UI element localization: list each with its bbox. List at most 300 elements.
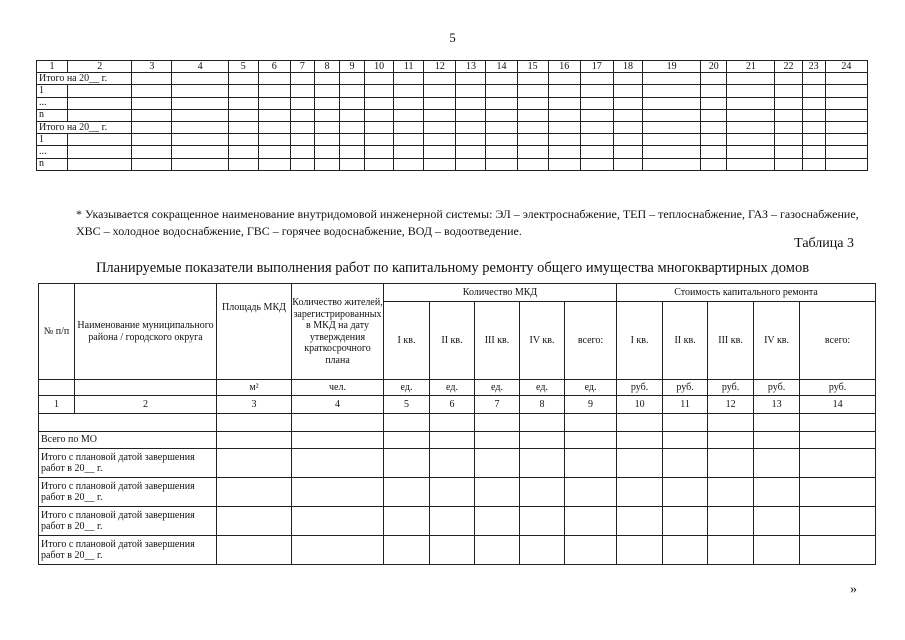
table3-cell: [708, 478, 754, 507]
table1-cell: [613, 73, 642, 85]
column-number: 13: [754, 396, 800, 414]
table3-cell: [708, 414, 754, 432]
table3-cell: [708, 432, 754, 449]
table1-cell: [228, 109, 258, 121]
table1-cell: [727, 121, 775, 133]
table1-column-number: 7: [290, 61, 314, 73]
table1-cell: [456, 97, 486, 109]
table1-column-number: 3: [132, 61, 172, 73]
unit-cell: ед.: [520, 380, 565, 396]
table1-cell: [290, 85, 314, 97]
table1-cell: [68, 85, 132, 97]
table1-cell: [802, 85, 825, 97]
cost-quarter-header: всего:: [800, 302, 876, 380]
table3-cell: [565, 507, 617, 536]
table1-column-number: 20: [701, 61, 727, 73]
mkd-count-quarter-header: IV кв.: [520, 302, 565, 380]
cost-quarter-header: IV кв.: [754, 302, 800, 380]
table3-cell: [617, 507, 663, 536]
table1-cell: [456, 158, 486, 170]
table1-cell: [258, 97, 290, 109]
table1-cell: [775, 134, 802, 146]
table3-cell: [292, 536, 384, 565]
table3-cell: [430, 536, 475, 565]
table1-cell: [340, 134, 365, 146]
header-cost: Стоимость капитального ремонта: [617, 284, 876, 302]
table1-cell: [548, 158, 580, 170]
mkd-count-quarter-header: всего:: [565, 302, 617, 380]
table1-cell: [172, 109, 228, 121]
table1-cell: [456, 73, 486, 85]
table3-cell: [384, 478, 430, 507]
table1-cell: [802, 134, 825, 146]
table1-cell: [365, 73, 394, 85]
table3-cell: [384, 536, 430, 565]
unit-cell: ед.: [475, 380, 520, 396]
table1-cell: [132, 121, 172, 133]
table3-cell: [520, 507, 565, 536]
table1-cell: [314, 85, 339, 97]
mkd-count-quarter-header: II кв.: [430, 302, 475, 380]
unit-cell: руб.: [800, 380, 876, 396]
table3-cell: [754, 478, 800, 507]
table3-row-label: [39, 414, 217, 432]
table1-column-number: 8: [314, 61, 339, 73]
table1-cell: [132, 109, 172, 121]
table1-cell: [486, 97, 517, 109]
table1-column-number: 18: [613, 61, 642, 73]
unit-cell: руб.: [617, 380, 663, 396]
table3-cell: [565, 432, 617, 449]
table1-cell: [424, 121, 456, 133]
table3-cell: [565, 478, 617, 507]
column-number: 4: [292, 396, 384, 414]
table1-cell: [132, 134, 172, 146]
table3-cell: [800, 432, 876, 449]
table1-cell: [290, 146, 314, 158]
table1-column-number: 22: [775, 61, 802, 73]
table1-cell: [68, 158, 132, 170]
table1-cell: [314, 134, 339, 146]
table1-cell: [802, 146, 825, 158]
table1-cell: [365, 97, 394, 109]
table3-row: [39, 478, 876, 507]
table1-cell: [802, 158, 825, 170]
table1-cell: [517, 73, 548, 85]
table1-cell: [613, 121, 642, 133]
footnote: * Указывается сокращенное наименование внутридомовой инженерной системы: ЭЛ – электроснабжение, ТЕП – теплоснабжение, ГАЗ – газоснабжение, ХВС – холодное водоснабжение, ГВС – горячее водоснабжение, ВОД – водоотведение.: [76, 207, 859, 238]
table1-cell: [228, 85, 258, 97]
table1-cell: [613, 109, 642, 121]
table1-cell: [643, 109, 701, 121]
table1-cell: [258, 85, 290, 97]
table1-cell: [314, 158, 339, 170]
table3-cell: [430, 432, 475, 449]
table3-cell: [430, 449, 475, 478]
table1-column-number: 4: [172, 61, 228, 73]
column-number: 10: [617, 396, 663, 414]
table1-cell: [172, 134, 228, 146]
table3-row-label: Всего по МО: [39, 432, 217, 449]
table1-column-number: 21: [727, 61, 775, 73]
table1-cell: [486, 109, 517, 121]
table1-cell: [517, 109, 548, 121]
table1-cell: [340, 121, 365, 133]
table1-cell: [258, 121, 290, 133]
table3-cell: [384, 414, 430, 432]
column-number: 9: [565, 396, 617, 414]
unit-cell: руб.: [754, 380, 800, 396]
table1-cell: [548, 121, 580, 133]
table1-cell: [775, 146, 802, 158]
table1-cell: [365, 158, 394, 170]
table1-cell: [643, 146, 701, 158]
table1-cell: [580, 73, 613, 85]
table1-cell: [825, 73, 867, 85]
column-number: 8: [520, 396, 565, 414]
table3-row: [39, 507, 876, 536]
table1-cell: [486, 73, 517, 85]
table3-cell: [617, 478, 663, 507]
header-area: Площадь МКД: [217, 284, 292, 380]
table1-cell: [775, 109, 802, 121]
table1-cell: [340, 85, 365, 97]
table1-cell: [486, 158, 517, 170]
table1-row: [37, 85, 868, 97]
table1-cell: [517, 146, 548, 158]
table1-cell: [727, 134, 775, 146]
unit-cell: чел.: [292, 380, 384, 396]
table1-cell: [727, 73, 775, 85]
table3-cell: [800, 414, 876, 432]
table1-cell: [424, 158, 456, 170]
table1-cell: [228, 158, 258, 170]
table1-cell: [132, 85, 172, 97]
table1-total-label: Итого на 20__ г.: [37, 121, 132, 133]
table1-cell: [613, 146, 642, 158]
table1-cell: [548, 97, 580, 109]
table3-cell: [800, 536, 876, 565]
table1-column-number: 13: [456, 61, 486, 73]
table3-cell: [754, 507, 800, 536]
table3-cell: [520, 432, 565, 449]
table1-cell: [701, 97, 727, 109]
mkd-count-quarter-header: I кв.: [384, 302, 430, 380]
table1-header-row: [37, 61, 868, 73]
table3-cell: [565, 414, 617, 432]
table1-cell: [172, 97, 228, 109]
table1-cell: [314, 109, 339, 121]
table1-cell: [132, 146, 172, 158]
table3-cell: [617, 432, 663, 449]
column-number: 7: [475, 396, 520, 414]
table1-row-index: n: [37, 158, 68, 170]
table1-cell: [701, 73, 727, 85]
table3-cell: [430, 507, 475, 536]
table1-total-label: Итого на 20__ г.: [37, 73, 132, 85]
table1-cell: [775, 97, 802, 109]
table3-cell: [800, 449, 876, 478]
table3-cell: [520, 536, 565, 565]
table1-row-index: ...: [37, 97, 68, 109]
table3-cell: [663, 449, 708, 478]
table1-cell: [580, 121, 613, 133]
table1-cell: [258, 158, 290, 170]
table3-cell: [663, 536, 708, 565]
table-title: Планируемые показатели выполнения работ по капитальному ремонту общего имущества многоквартирных домов: [95, 260, 810, 276]
table1-cell: [802, 109, 825, 121]
table3-cell: [292, 507, 384, 536]
table1-cell: [290, 109, 314, 121]
table1-column-number: 1: [37, 61, 68, 73]
table3-cell: [663, 432, 708, 449]
table1-column-number: 16: [548, 61, 580, 73]
table1-cell: [132, 73, 172, 85]
table1-cell: [517, 121, 548, 133]
table3-cell: [430, 478, 475, 507]
table1-cell: [456, 109, 486, 121]
table3-cell: [217, 449, 292, 478]
table1-cell: [802, 121, 825, 133]
table3-cell: [617, 449, 663, 478]
table1-cell: [394, 134, 424, 146]
table1-cell: [701, 146, 727, 158]
table3-cell: [520, 414, 565, 432]
table1-cell: [727, 146, 775, 158]
table1-cell: [517, 134, 548, 146]
table3-cell: [708, 536, 754, 565]
table1-cell: [258, 73, 290, 85]
table1-cell: [613, 134, 642, 146]
table1-row-index: 1: [37, 134, 68, 146]
table1-cell: [340, 73, 365, 85]
table1-cell: [580, 146, 613, 158]
table1-cell: [548, 134, 580, 146]
table1-cell: [643, 85, 701, 97]
table1-cell: [394, 121, 424, 133]
table1-cell: [580, 109, 613, 121]
table3-cell: [754, 432, 800, 449]
table3-cell: [475, 536, 520, 565]
table1-cell: [548, 73, 580, 85]
table1-cell: [580, 97, 613, 109]
table1-cell: [613, 85, 642, 97]
table1-cell: [228, 73, 258, 85]
table1-cell: [314, 97, 339, 109]
table3-cell: [754, 414, 800, 432]
table1-cell: [394, 97, 424, 109]
table3-cell: [800, 507, 876, 536]
table1-cell: [486, 134, 517, 146]
table1-cell: [365, 109, 394, 121]
table1-cell: [548, 146, 580, 158]
table1-column-number: 12: [424, 61, 456, 73]
mkd-count-quarter-header: III кв.: [475, 302, 520, 380]
column-number: 2: [75, 396, 217, 414]
table1-row: [37, 158, 868, 170]
table1-cell: [424, 85, 456, 97]
table1-column-number: 15: [517, 61, 548, 73]
table3-cell: [292, 478, 384, 507]
table1-row-index: 1: [37, 85, 68, 97]
table3-cell: [475, 414, 520, 432]
table3-row: [39, 536, 876, 565]
table1-cell: [701, 121, 727, 133]
table1-cell: [68, 109, 132, 121]
table3-cell: [520, 478, 565, 507]
table3-row-label: Итого с плановой датой завершения работ в 20__ г.: [39, 478, 217, 507]
table3-cell: [217, 478, 292, 507]
header-num: № п/п: [39, 284, 75, 380]
table1-cell: [365, 146, 394, 158]
table3-row-label: Итого с плановой датой завершения работ в 20__ г.: [39, 536, 217, 565]
table1-cell: [290, 158, 314, 170]
table1-cell: [365, 134, 394, 146]
table1-cell: [802, 73, 825, 85]
column-number: 14: [800, 396, 876, 414]
table1-cell: [456, 146, 486, 158]
table1-cell: [340, 146, 365, 158]
table1-cell: [456, 121, 486, 133]
table1-cell: [517, 158, 548, 170]
table3-row-label: Итого с плановой датой завершения работ в 20__ г.: [39, 449, 217, 478]
table1-cell: [643, 73, 701, 85]
table3-row: [39, 414, 876, 432]
unit-cell: м²: [217, 380, 292, 396]
table1-cell: [228, 97, 258, 109]
table1-cell: [424, 97, 456, 109]
table1-cell: [424, 73, 456, 85]
table1-cell: [394, 158, 424, 170]
table3-cell: [617, 536, 663, 565]
unit-cell: ед.: [430, 380, 475, 396]
table1-cell: [486, 121, 517, 133]
table1-row: [37, 97, 868, 109]
table1-column-number: 6: [258, 61, 290, 73]
table1-cell: [314, 73, 339, 85]
table1-column-number: 14: [486, 61, 517, 73]
table1-cell: [456, 85, 486, 97]
table1-column-number: 10: [365, 61, 394, 73]
table3-cell: [384, 507, 430, 536]
table1-cell: [172, 158, 228, 170]
closing-quote: »: [850, 582, 857, 597]
table1-cell: [825, 97, 867, 109]
table1-row: [37, 109, 868, 121]
unit-cell: ед.: [565, 380, 617, 396]
table1-row: [37, 134, 868, 146]
table1-cell: [727, 97, 775, 109]
cost-quarter-header: III кв.: [708, 302, 754, 380]
page-number: 5: [449, 30, 456, 45]
table3-cell: [384, 432, 430, 449]
table3-cell: [217, 507, 292, 536]
table1-cell: [172, 85, 228, 97]
table1-cell: [340, 97, 365, 109]
table3-cell: [475, 432, 520, 449]
table3-cell: [708, 507, 754, 536]
table1-cell: [290, 134, 314, 146]
table1-cell: [580, 134, 613, 146]
table1-cell: [258, 134, 290, 146]
column-number: 11: [663, 396, 708, 414]
table1-cell: [424, 134, 456, 146]
cost-quarter-header: I кв.: [617, 302, 663, 380]
table1-cell: [825, 109, 867, 121]
table1-cell: [172, 146, 228, 158]
table1-column-number: 23: [802, 61, 825, 73]
table1-cell: [825, 134, 867, 146]
table1-cell: [701, 109, 727, 121]
table1-cell: [228, 134, 258, 146]
table1-column-number: 5: [228, 61, 258, 73]
table1-column-number: 9: [340, 61, 365, 73]
table1-cell: [258, 146, 290, 158]
table1-cell: [643, 158, 701, 170]
table1-cell: [424, 109, 456, 121]
header-mkd-count: Количество МКД: [384, 284, 617, 302]
column-number: 3: [217, 396, 292, 414]
table3-cell: [430, 414, 475, 432]
table1-cell: [580, 85, 613, 97]
table1-cell: [580, 158, 613, 170]
cost-quarter-header: II кв.: [663, 302, 708, 380]
table1-cell: [290, 97, 314, 109]
column-number: 5: [384, 396, 430, 414]
table3-cell: [565, 449, 617, 478]
table1-row-index: ...: [37, 146, 68, 158]
table1-cell: [825, 146, 867, 158]
table1-cell: [548, 85, 580, 97]
table3-cell: [565, 536, 617, 565]
table1-row: [37, 146, 868, 158]
table3-cell: [292, 449, 384, 478]
table1-cell: [643, 97, 701, 109]
table1-cell: [727, 158, 775, 170]
table1-cell: [228, 121, 258, 133]
table1-cell: [394, 85, 424, 97]
table3-cell: [217, 414, 292, 432]
table1-cell: [643, 134, 701, 146]
table1-cell: [68, 97, 132, 109]
table1-cell: [486, 85, 517, 97]
unit-cell: руб.: [708, 380, 754, 396]
table1-cell: [775, 85, 802, 97]
table1-total-row: [37, 73, 868, 85]
column-number: 6: [430, 396, 475, 414]
table1-column-number: 19: [643, 61, 701, 73]
table3-cell: [475, 449, 520, 478]
table1-cell: [394, 146, 424, 158]
table1-cell: [701, 85, 727, 97]
table1-cell: [548, 109, 580, 121]
header-residents: Количество жителей, зарегистрированных в МКД на дату утверждения краткосрочного плана: [292, 284, 384, 380]
table1-cell: [775, 73, 802, 85]
table1-cell: [172, 121, 228, 133]
table1-column-number: 11: [394, 61, 424, 73]
table1-column-number: 2: [68, 61, 132, 73]
table1-cell: [456, 134, 486, 146]
table1-cell: [486, 146, 517, 158]
table3-cell: [292, 414, 384, 432]
table-planned-indicators: [38, 283, 876, 565]
table3-cell: [520, 449, 565, 478]
table1-cell: [68, 134, 132, 146]
table3-cell: [384, 449, 430, 478]
table3-row: [39, 432, 876, 449]
table1-cell: [68, 146, 132, 158]
unit-cell: руб.: [663, 380, 708, 396]
